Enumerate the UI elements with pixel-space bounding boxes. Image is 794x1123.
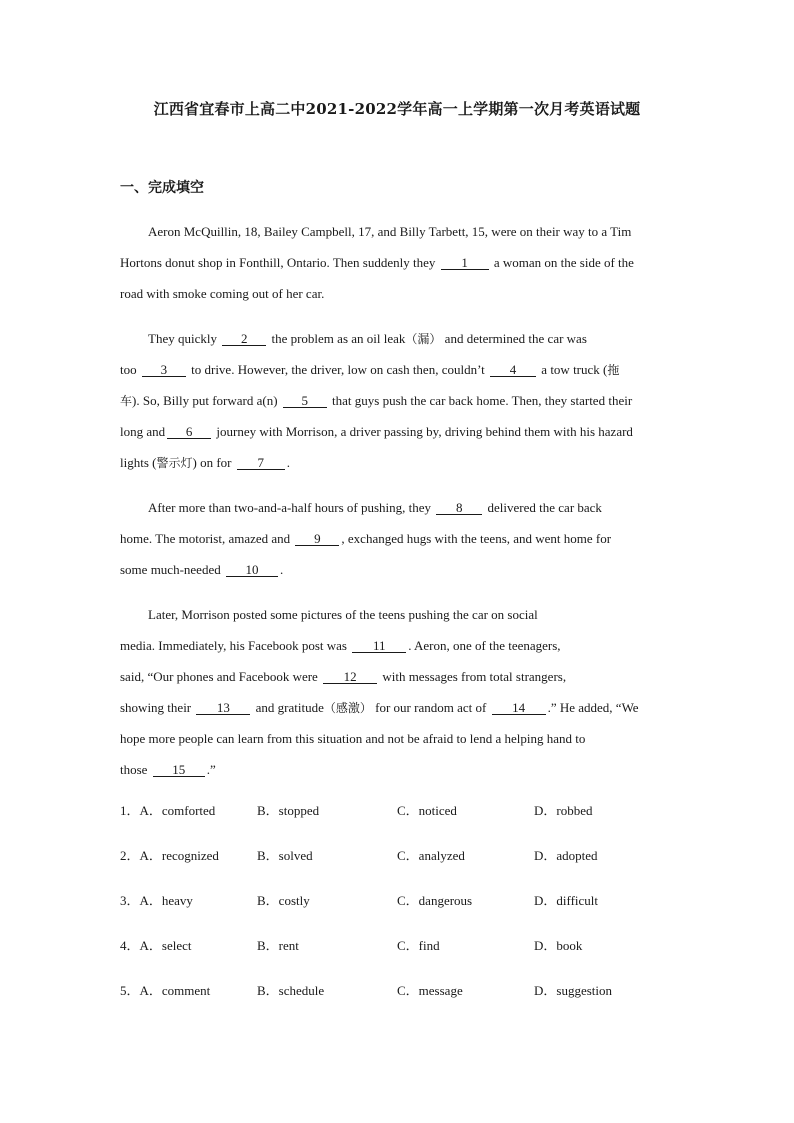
passage-text: said, “Our phones and Facebook were [120, 669, 318, 684]
passage-text: Later, Morrison posted some pictures of the teens pushing the car on social [148, 607, 538, 622]
question-row [120, 980, 680, 1025]
passage-text: the problem as an oil leak [271, 331, 406, 346]
blank-7: 7 [237, 456, 285, 470]
blank-15: 15 [153, 763, 205, 777]
blank-14: 14 [492, 701, 546, 715]
blank-6: 6 [167, 425, 211, 439]
passage-text: journey with Morrison, a driver passing by, driving behind them with his hazard [216, 424, 633, 439]
option-b: B．stopped [257, 803, 320, 818]
option-b: B．solved [257, 848, 313, 863]
passage-line [120, 554, 676, 585]
passage-line [120, 385, 676, 416]
passage-line [120, 216, 676, 247]
option-c: C．message [397, 983, 463, 998]
option-b: B．costly [257, 893, 310, 908]
paragraph-2 [120, 323, 676, 478]
passage-text: a tow truck ( [541, 362, 608, 377]
passage-text: , exchanged hugs with the teens, and went home for [341, 531, 612, 546]
question-row [120, 890, 680, 935]
option-a: 5．A．comment [120, 983, 211, 998]
blank-4: 4 [490, 363, 536, 377]
passage-text: some much-needed [120, 562, 221, 577]
passage-text: After more than two-and-a-half hours of pushing, they [148, 500, 432, 515]
passage-text: . Aeron, one of the teenagers, [408, 638, 561, 653]
passage-text: 拖 [607, 363, 620, 377]
passage-line [120, 599, 676, 630]
option-c: C．find [397, 938, 440, 953]
blank-12: 12 [323, 670, 377, 684]
passage-text: long and [120, 424, 166, 439]
paragraph-4 [120, 599, 676, 785]
passage-text: delivered the car back [487, 500, 602, 515]
question-row [120, 845, 680, 890]
passage-text: that guys push the car back home. Then, they started their [332, 393, 633, 408]
blank-8: 8 [436, 501, 482, 515]
blank-2: 2 [222, 332, 266, 346]
passage-line [120, 447, 676, 478]
question-row [120, 935, 680, 980]
blank-13: 13 [196, 701, 250, 715]
option-d: D．book [534, 938, 583, 953]
page-title: 江西省宜春市上高二中2021-2022学年高一上学期第一次月考英语试题 [153, 100, 641, 118]
option-c: C．noticed [397, 803, 457, 818]
option-b: B．schedule [257, 983, 325, 998]
passage-line [120, 416, 676, 447]
passage-text: lights ( [120, 455, 157, 470]
passage-text: （漏） [405, 332, 442, 346]
passage-line [120, 278, 676, 309]
passage-text: to drive. However, the driver, low on cash then, couldn’t [191, 362, 485, 377]
option-b: B．rent [257, 938, 299, 953]
passage-text: home. The motorist, amazed and [120, 531, 291, 546]
passage-line [120, 754, 676, 785]
passage-line [120, 354, 676, 385]
option-a: 2．A．recognized [120, 848, 219, 863]
option-d: D．suggestion [534, 983, 613, 998]
option-a: 4．A．select [120, 938, 192, 953]
passage-text: Aeron McQuillin, 18, Bailey Campbell, 17, and Billy Tarbett, 15, were on their way to a Tim [148, 224, 632, 239]
passage-line [120, 692, 676, 723]
option-d: D．robbed [534, 803, 593, 818]
passage-text: Hortons donut shop in Fonthill, Ontario. Then suddenly they [120, 255, 436, 270]
blank-10: 10 [226, 563, 278, 577]
passage-text: showing their [120, 700, 192, 715]
blank-9: 9 [295, 532, 339, 546]
blank-3: 3 [142, 363, 186, 377]
passage-text: . [286, 455, 290, 470]
paragraph-3 [120, 492, 676, 585]
option-c: C．dangerous [397, 893, 473, 908]
question-row [120, 800, 680, 845]
passage-line [120, 661, 676, 692]
passage-text: 车 [120, 394, 133, 408]
passage-line [120, 247, 676, 278]
blank-5: 5 [283, 394, 327, 408]
passage-text: road with smoke coming out of her car. [120, 286, 325, 301]
option-d: D．adopted [534, 848, 598, 863]
passage-line [120, 323, 676, 354]
section-heading: 一、完成填空 [120, 180, 204, 196]
blank-1: 1 [441, 256, 489, 270]
option-d: D．difficult [534, 893, 599, 908]
passage-text: a woman on the side of the [493, 255, 634, 270]
passage-text: 警示灯 [156, 456, 193, 470]
passage-text: hope more people can learn from this situation and not be afraid to lend a helping hand to [120, 731, 586, 746]
passage-line [120, 723, 676, 754]
passage-text: for our random act of [371, 700, 487, 715]
option-a: 3．A．heavy [120, 893, 193, 908]
passage-text: those [120, 762, 148, 777]
passage-text: . [279, 562, 284, 577]
passage-text: They quickly [148, 331, 217, 346]
passage-text: （感激） [323, 701, 372, 715]
passage-text: ) on for [192, 455, 232, 470]
passage-line [120, 492, 676, 523]
passage-text: .” [206, 762, 216, 777]
passage-text: with messages from total strangers, [382, 669, 567, 684]
passage-text: media. Immediately, his Facebook post was [120, 638, 347, 653]
passage-line [120, 630, 676, 661]
passage-line [120, 523, 676, 554]
option-c: C．analyzed [397, 848, 465, 863]
passage-text: .” He added, “We [547, 700, 639, 715]
blank-11: 11 [352, 639, 406, 653]
paragraph-1 [120, 216, 676, 309]
passage-text: too [120, 362, 137, 377]
passage-text: and gratitude [255, 700, 324, 715]
answer-options [120, 800, 680, 1025]
passage-text: and determined the car was [441, 331, 587, 346]
passage-text: ). So, Billy put forward a(n) [132, 393, 278, 408]
option-a: 1．A．comforted [120, 803, 216, 818]
